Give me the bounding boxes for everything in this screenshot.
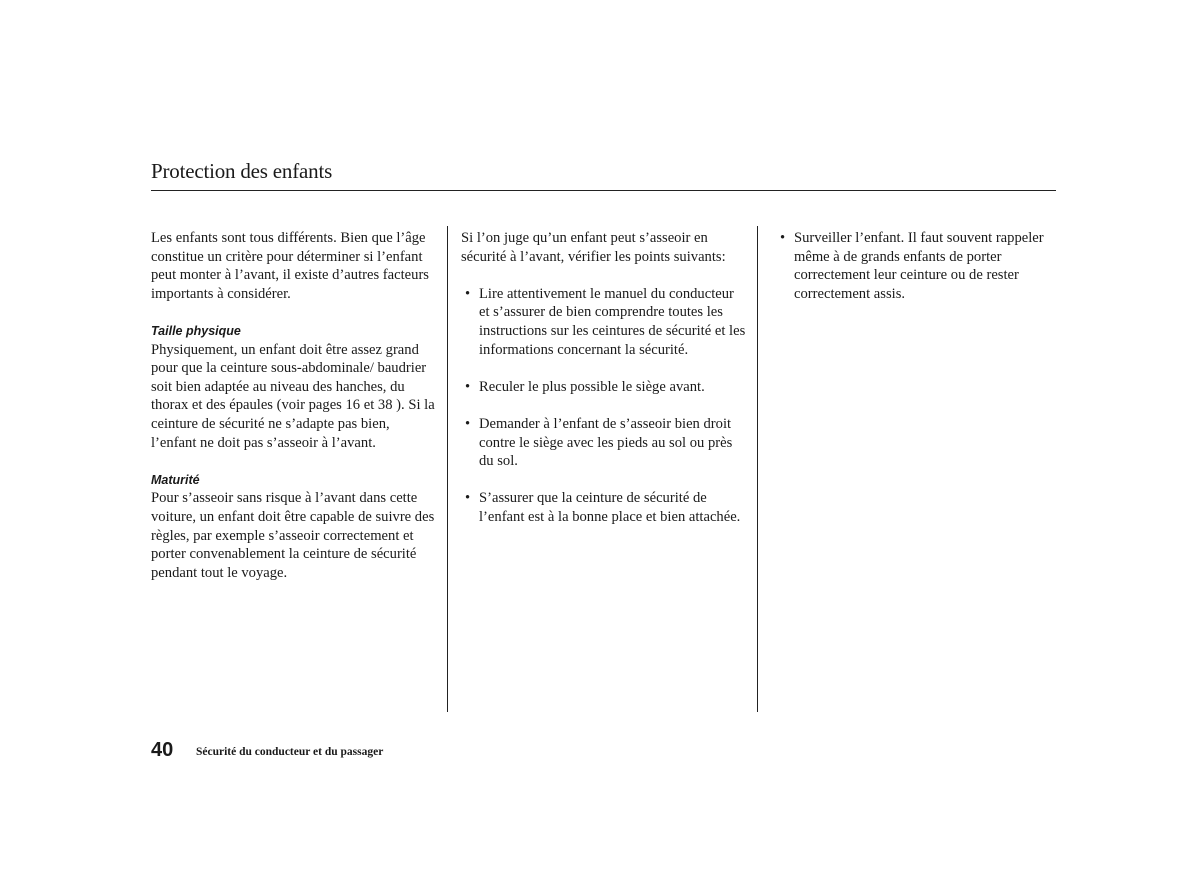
bullet-icon: • <box>780 230 786 246</box>
page-title: Protection des enfants <box>151 159 333 183</box>
list-item <box>461 415 746 471</box>
checklist <box>461 285 746 527</box>
bullet-icon: • <box>465 415 471 432</box>
supervision-list <box>776 229 1061 303</box>
footer-section-title: Sécurité du conducteur et du passager <box>196 746 384 758</box>
paragraph-maturite: Pour s’asseoir sans risque à l’avant dans cette voiture, un enfant doit être capable de suivre des règles, par exemple s’asseoir correctement et porter convenablement la ceinture de sécurité pendant tout le voyage. <box>151 490 435 581</box>
list-item <box>776 229 1061 303</box>
page-number: 40 <box>151 739 174 761</box>
column-divider-1 <box>447 226 448 712</box>
paragraph-taille-physique: Physiquement, un enfant doit être assez grand pour que la ceinture sous-abdominale/ baudrier soit bien adaptée au niveau des hanches, du thorax et des épaules (voir pages 16 et 38 ). Si la ceinture de sécurité ne s’adapte pas bien, l’enfant ne doit pas s’asseoir à l’avant. <box>151 341 435 451</box>
list-item-text: Demander à l’enfant de s’asseoir bien droit contre le siège avec les pieds au sol ou près du sol. <box>479 415 733 470</box>
bullet-icon: • <box>465 285 471 302</box>
bullet-icon: • <box>465 490 471 507</box>
subheading-maturite: Maturité <box>151 472 200 487</box>
list-item-text: Surveiller l’enfant. Il faut souvent rappeler même à de grands enfants de porter correctement leur ceinture ou de rester correctement assis. <box>794 230 1044 302</box>
bullet-icon: • <box>465 378 471 395</box>
list-item <box>461 378 746 397</box>
checklist-intro: Si l’on juge qu’un enfant peut s’asseoir en sécurité à l’avant, vérifier les points suivants: <box>461 230 726 265</box>
column-middle <box>461 229 746 545</box>
section-maturite <box>151 471 436 583</box>
list-item <box>461 285 746 359</box>
section-taille-physique <box>151 322 436 452</box>
column-right <box>776 229 1061 322</box>
column-divider-2 <box>757 226 758 712</box>
title-divider <box>151 190 1056 191</box>
intro-paragraph: Les enfants sont tous différents. Bien que l’âge constitue un critère pour déterminer si l’enfant peut monter à l’avant, il existe d’autres facteurs importants à considérer. <box>151 230 429 302</box>
subheading-taille-physique: Taille physique <box>151 323 241 338</box>
list-item <box>461 489 746 526</box>
list-item-text: Lire attentivement le manuel du conducteur et s’assurer de bien comprendre toutes les instructions sur les ceintures de sécurité et les informations concernant la sécurité. <box>479 285 746 358</box>
list-item-text: S’assurer que la ceinture de sécurité de l’enfant est à la bonne place et bien attachée. <box>479 490 741 525</box>
column-left <box>151 229 436 582</box>
list-item-text: Reculer le plus possible le siège avant. <box>479 378 705 395</box>
